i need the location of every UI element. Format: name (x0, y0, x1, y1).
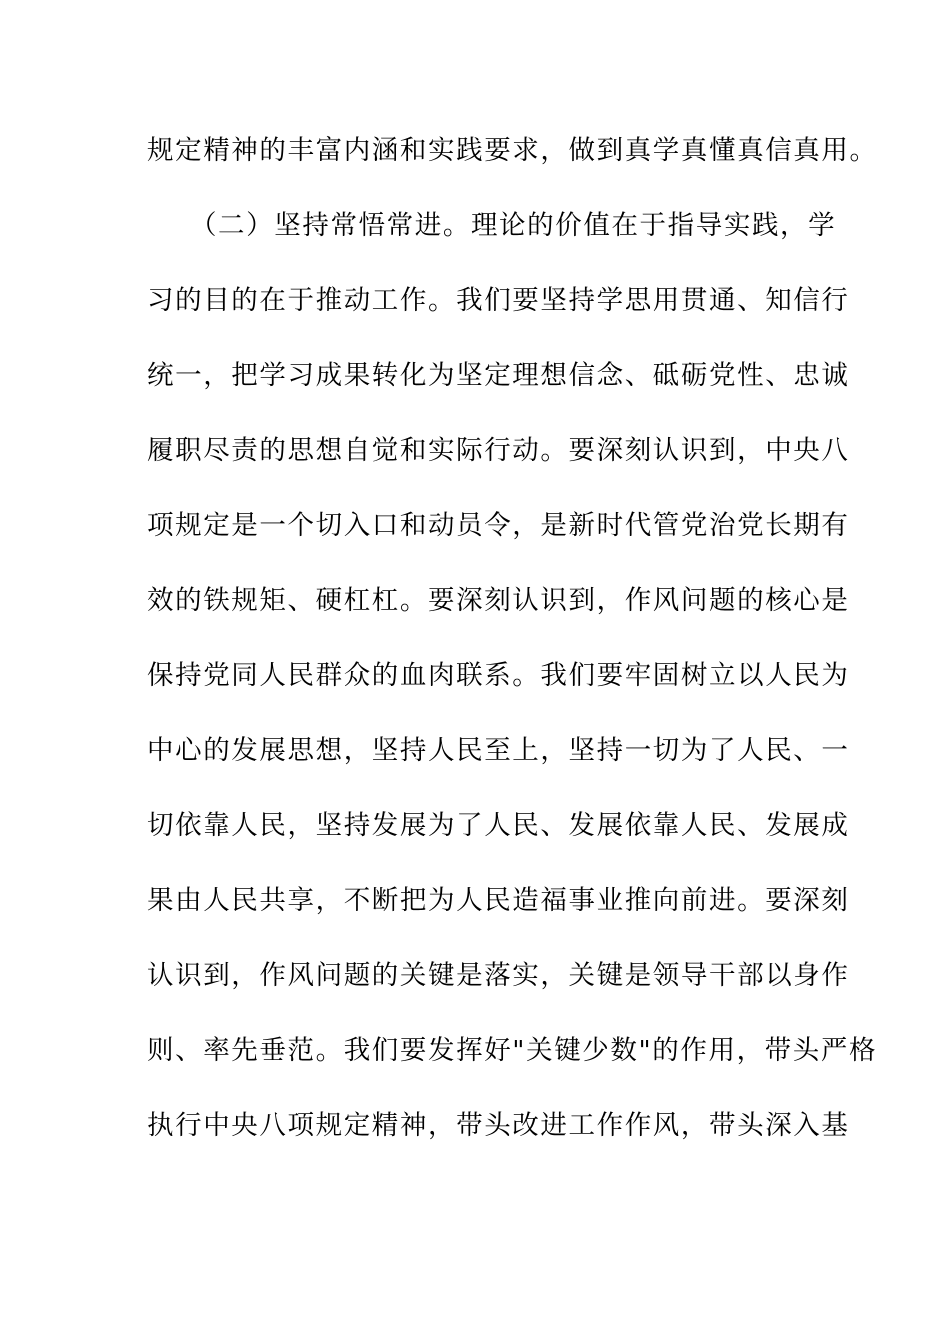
text-line: 效的铁规矩、硬杠杠。要深刻认识到，作风问题的核心是 (147, 585, 850, 616)
text-line: 切依靠人民，坚持发展为了人民、发展依靠人民、发展成 (147, 810, 850, 841)
text-line: 果由人民共享，不断把为人民造福事业推向前进。要深刻 (147, 885, 850, 916)
text-line: 则、率先垂范。我们要发挥好"关键少数"的作用，带头严格 (147, 1035, 878, 1066)
text-line: 规定精神的丰富内涵和实践要求，做到真学真懂真信真用。 (147, 135, 878, 166)
text-line: 认识到，作风问题的关键是落实，关键是领导干部以身作 (147, 960, 850, 991)
text-line: 保持党同人民群众的血肉联系。我们要牢固树立以人民为 (147, 660, 850, 691)
text-line: 习的目的在于推动工作。我们要坚持学思用贯通、知信行 (147, 285, 850, 316)
text-line: （二）坚持常悟常进。理论的价值在于指导实践，学 (147, 210, 837, 241)
text-line: 履职尽责的思想自觉和实际行动。要深刻认识到，中央八 (147, 435, 850, 466)
text-line: 项规定是一个切入口和动员令，是新时代管党治党长期有 (147, 510, 850, 541)
text-line: 统一，把学习成果转化为坚定理想信念、砥砺党性、忠诚 (147, 360, 850, 391)
body-text (147, 128, 878, 1178)
text-line: 中心的发展思想，坚持人民至上，坚持一切为了人民、一 (147, 735, 850, 766)
text-line: 执行中央八项规定精神，带头改进工作作风，带头深入基 (147, 1110, 850, 1141)
